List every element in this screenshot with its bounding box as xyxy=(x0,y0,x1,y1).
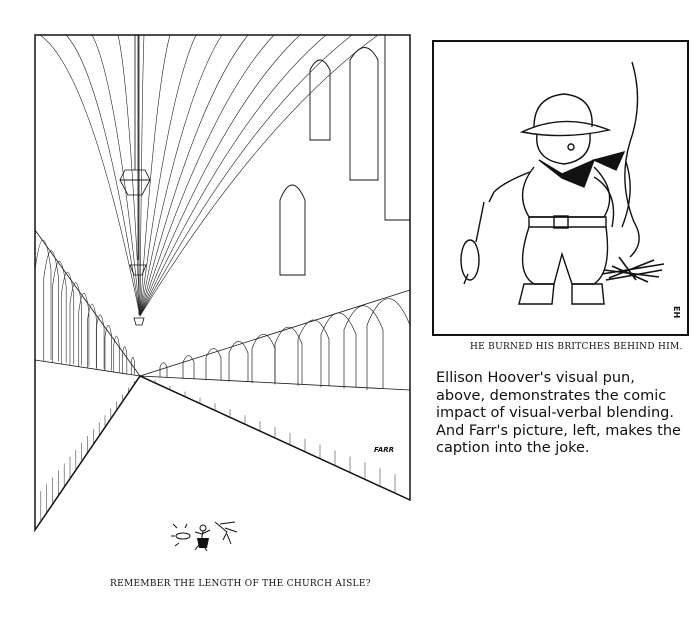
commentary-paragraph: Ellison Hoover's visual pun, above, demonstrates the comic impact of visual-verbal blending. And Farr's picture, left, makes the caption into the joke. xyxy=(436,370,681,456)
groom-running-spot-illustration xyxy=(165,518,245,562)
church-aisle-caption: REMEMBER THE LENGTH OF THE CHURCH AISLE? xyxy=(110,579,371,589)
farr-signature: FARR xyxy=(374,446,395,454)
church-aisle-illustration xyxy=(30,30,412,533)
britches-caption: HE BURNED HIS BRITCHES BEHIND HIM. xyxy=(470,342,683,352)
hoover-signature: EH xyxy=(672,306,681,319)
cowboy-burning-britches-illustration xyxy=(432,40,689,336)
